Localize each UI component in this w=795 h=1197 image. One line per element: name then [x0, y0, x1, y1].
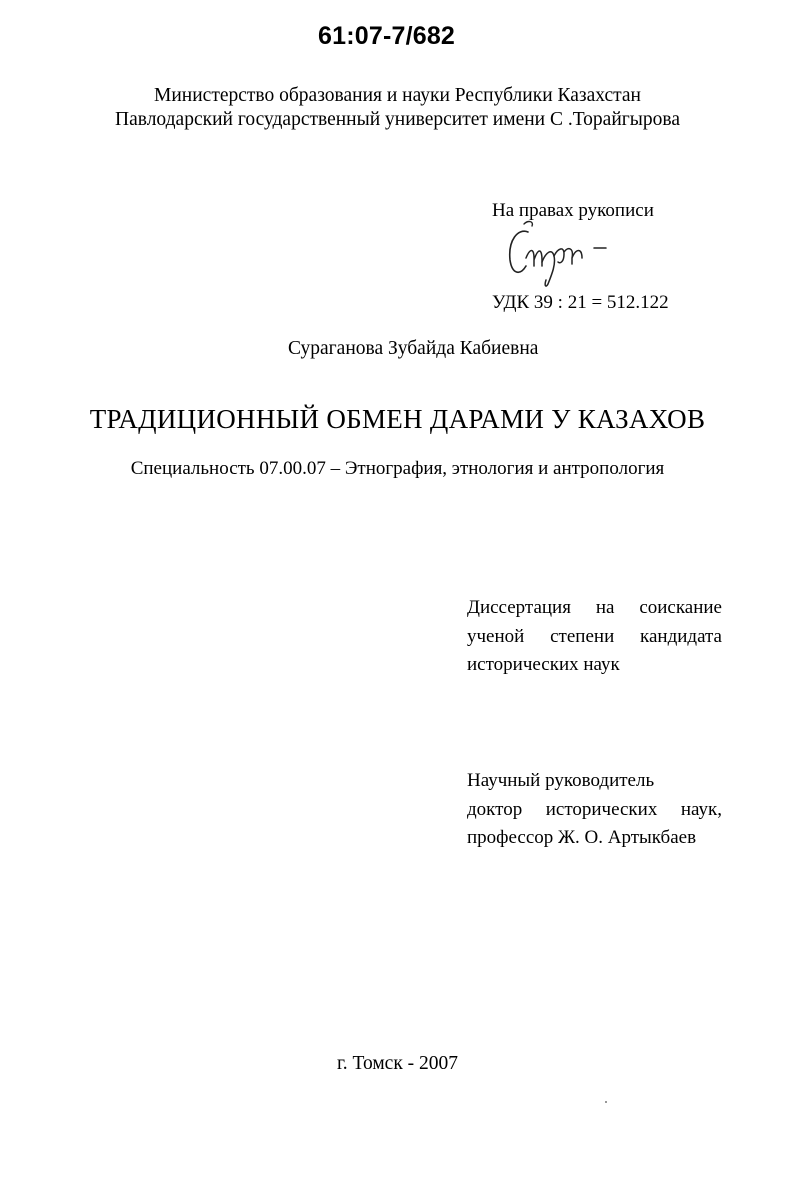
word: кандидата [640, 625, 722, 647]
supervisor-name: профессор Ж. О. Артыкбаев [467, 827, 697, 848]
udk-code: УДК 39 : 21 = 512.122 [492, 292, 669, 313]
author-name: Сураганова Зубайда Кабиевна [288, 338, 539, 359]
archive-stamp-number: 61:07-7/682 [318, 22, 456, 50]
supervisor-label: Научный руководитель [467, 770, 655, 791]
word: наук, [680, 798, 722, 820]
dissertation-line-1 [467, 594, 722, 623]
word: на [595, 597, 615, 618]
supervisor-block [467, 767, 722, 853]
dissertation-line-2 [467, 623, 722, 652]
word: доктор [467, 798, 523, 820]
institution-header [0, 84, 795, 132]
dissertation-line-3: исторических наук [467, 654, 620, 675]
word: соискание [639, 597, 722, 618]
dissertation-title: ТРАДИЦИОННЫЙ ОБМЕН ДАРАМИ У КАЗАХОВ [89, 404, 706, 434]
handwritten-signature [502, 218, 622, 290]
dissertation-statement [467, 594, 722, 680]
scan-speck [605, 1101, 607, 1103]
ministry-name: Министерство образования и науки Республики Казахстан [154, 85, 641, 106]
university-name: Павлодарский государственный университет имени С .Торайгырова [115, 109, 680, 130]
city-year: г. Томск - 2007 [336, 1053, 459, 1074]
word: исторических [545, 798, 658, 820]
specialty-line: Специальность 07.00.07 – Этнография, этнология и антропология [130, 458, 665, 479]
supervisor-degree [467, 796, 722, 825]
word: Диссертация [467, 597, 571, 618]
word: степени [550, 625, 615, 647]
manuscript-note: На правах рукописи [492, 200, 654, 221]
word: ученой [467, 625, 525, 647]
